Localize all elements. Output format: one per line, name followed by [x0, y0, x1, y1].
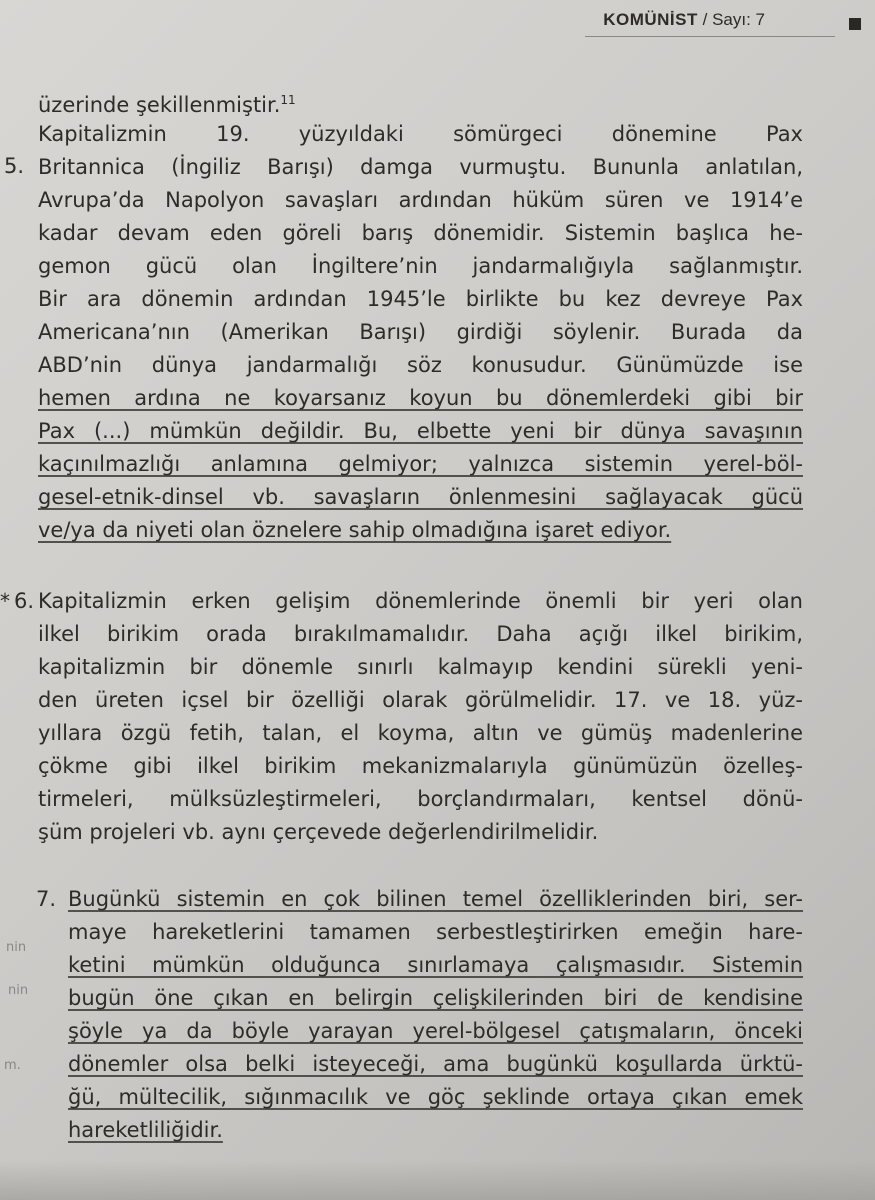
item-7-line-underlined: hareketliliğidir. — [68, 1118, 223, 1142]
item-5-line: Bir ara dönemin ardından 1945’le birlikte bu kez devreye Pax — [38, 287, 803, 311]
item-5-number: 5. — [4, 154, 25, 178]
item-7-line-underlined: bugün öne çıkan en belirgin çelişkilerinden biri de kendisine — [68, 986, 803, 1010]
journal-name: KOMÜNİST — [603, 10, 698, 29]
item-5-line-underlined: hemen ardına ne koyarsanız koyun bu dönemlerdeki gibi bir — [38, 386, 803, 410]
item-7-line-underlined: Bugünkü sistemin en çok bilinen temel özelliklerinden biri, ser- — [68, 887, 803, 911]
item-5-line: ABD’nin dünya jandarmalığı söz konusudur. Günümüzde ise — [38, 353, 803, 377]
item-7-line: maye hareketlerini tamamen serbestleştirirken emeğin hare- — [68, 920, 803, 944]
item-6-line: kapitalizmin bir dönemle sınırlı kalmayıp kendini sürekli yeni- — [38, 655, 803, 679]
intro-text: üzerinde şekillenmiştir. — [38, 93, 281, 117]
item-6-line: çökme gibi ilkel birikim mekanizmalarıyla günümüzün özelleş- — [38, 754, 803, 778]
item-6-line: yıllara özgü fetih, talan, el koyma, altın ve gümüş madenlerine — [38, 721, 803, 745]
item-5-line: kadar devam eden göreli barış dönemidir. Sistemin başlıca he- — [38, 221, 803, 245]
item-7-line-underlined: ğü, mültecilik, sığınmacılık ve göç şeklinde ortaya çıkan emek — [68, 1085, 803, 1109]
item-5-line: Americana’nın (Amerikan Barışı) girdiği söylenir. Burada da — [38, 320, 803, 344]
margin-handwriting: nin — [8, 983, 29, 998]
item-5-line-underlined: ve/ya da niyeti olan öznelere sahip olmadığına işaret ediyor. — [38, 518, 672, 542]
item-5-line-underlined: kaçınılmazlığı anlamına gelmiyor; yalnızca sistemin yerel-böl- — [38, 452, 803, 476]
item-6-number: 6. — [14, 589, 35, 613]
intro-line — [38, 84, 296, 122]
issue-label: / Sayı: 7 — [702, 10, 765, 29]
footnote-ref: 11 — [280, 93, 296, 107]
item-5-line-underlined: Pax (...) mümkün değildir. Bu, elbette yeni bir dünya savaşının — [38, 419, 803, 443]
item-5-line-underlined: gesel-etnik-dinsel vb. savaşların önlenmesini sağlayacak gücü — [38, 485, 803, 509]
item-6-line: şüm projeleri vb. aynı çerçevede değerlendirilmelidir. — [38, 820, 599, 844]
item-5-line: Avrupa’da Napolyon savaşları ardından hüküm süren ve 1914’e — [38, 188, 803, 212]
item-5-line: Britannica (İngiliz Barışı) damga vurmuştu. Bununla anlatılan, — [38, 155, 803, 179]
margin-handwriting: m. — [4, 1058, 21, 1073]
item-6-line: tirmeleri, mülksüzleştirmeleri, borçlandırmaları, kentsel dönü- — [38, 787, 803, 811]
item-7-number: 7. — [36, 887, 57, 911]
margin-handwriting: nin — [6, 940, 27, 955]
item-5-line: Kapitalizmin 19. yüzyıldaki sömürgeci dönemine Pax — [38, 122, 803, 146]
item-6-line: den üreten içsel bir özelliği olarak görülmelidir. 17. ve 18. yüz- — [38, 688, 803, 712]
item-5-line: gemon gücü olan İngiltere’nin jandarmalığıyla sağlanmıştır. — [38, 254, 803, 278]
item-7-line-underlined: ketini mümkün olduğunca sınırlamaya çalışmasıdır. Sistemin — [68, 953, 803, 977]
item-6-line: ilkel birikim orada bırakılmamalıdır. Daha açığı ilkel birikim, — [38, 622, 803, 646]
page-bottom-shadow — [0, 1160, 875, 1200]
star-marker: * — [0, 589, 10, 613]
item-7-line-underlined: şöyle ya da böyle yarayan yerel-bölgesel çatışmaların, önceki — [68, 1019, 803, 1043]
item-6-line: Kapitalizmin erken gelişim dönemlerinde önemli bir yeri olan — [38, 589, 803, 613]
item-7-line-underlined: dönemler olsa belki isteyeceği, ama bugünkü koşullarda ürktü- — [68, 1052, 803, 1076]
